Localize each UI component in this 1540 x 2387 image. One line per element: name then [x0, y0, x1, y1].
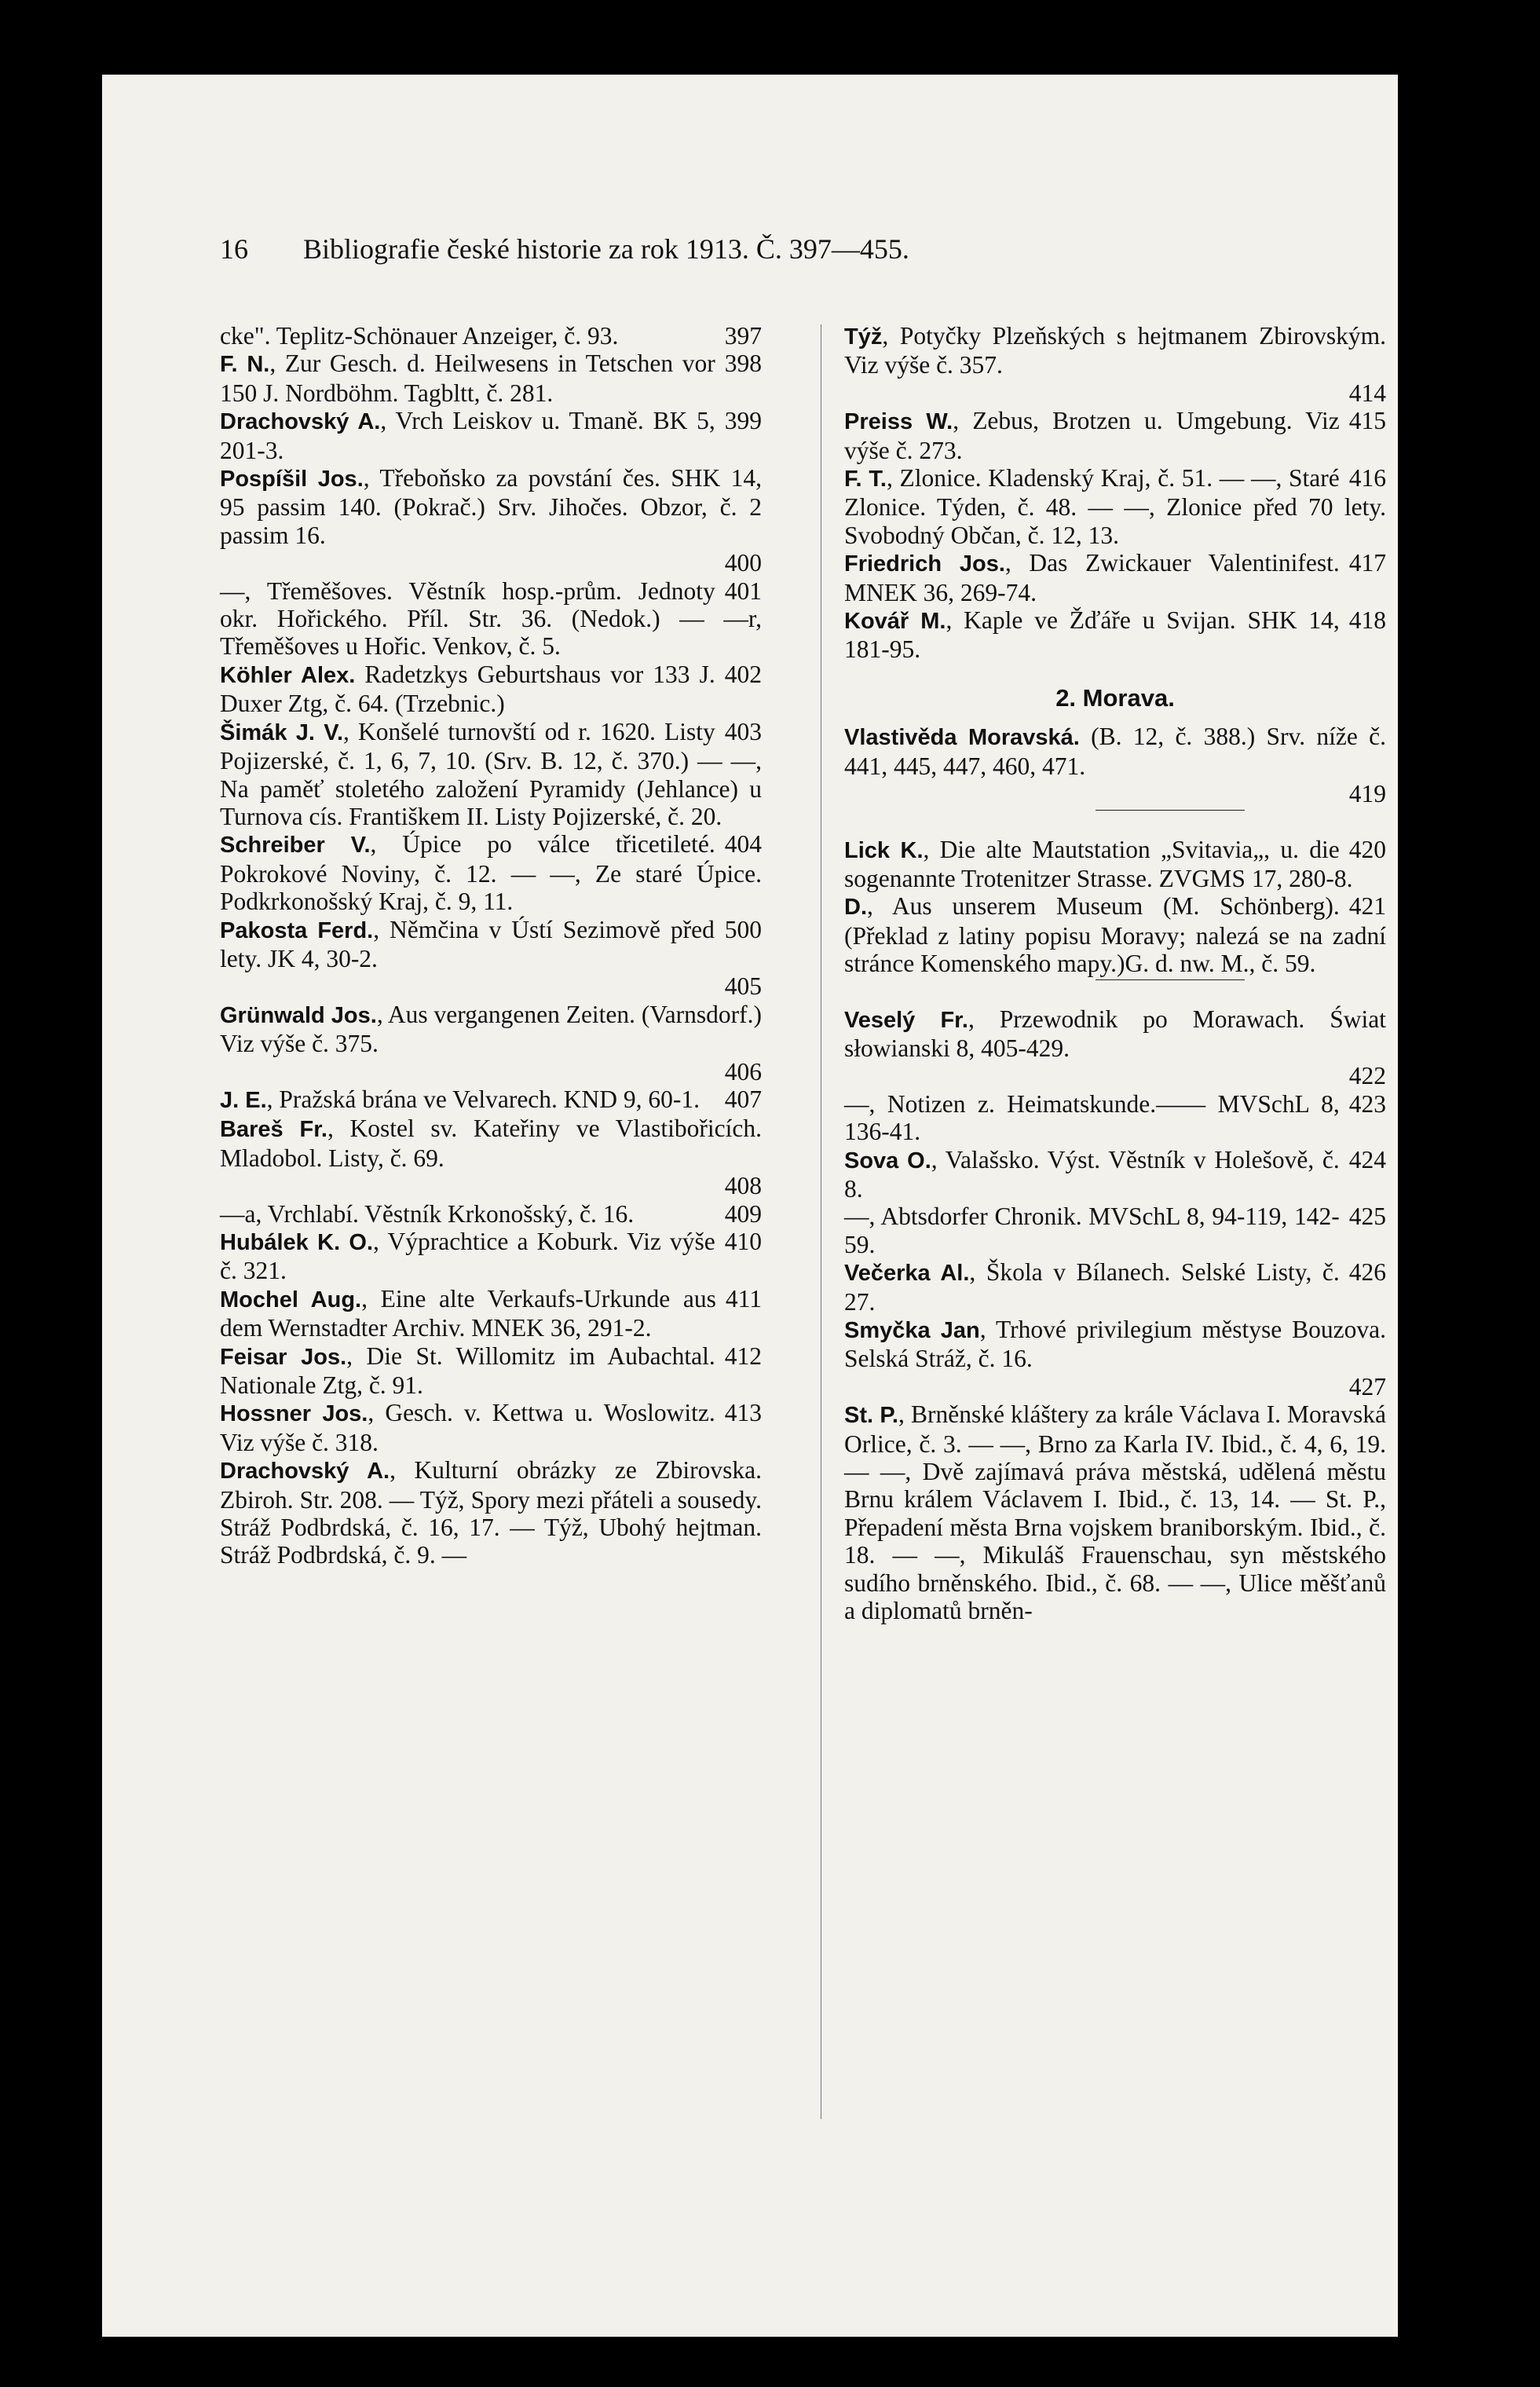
- bibliography-entry: [220, 1001, 762, 1085]
- entry-text: , Vrch Leiskov u. Tmaně. BK 5, 201-3.: [220, 407, 715, 464]
- bibliography-entry: [220, 407, 762, 464]
- entry-author: D.: [844, 895, 867, 921]
- entry-number: 416: [1348, 464, 1386, 492]
- entry-author: Köhler Alex.: [220, 662, 356, 688]
- entry-text: , Brněnské kláštery za krále Václava I. Moravská Orlice, č. 3. — —, Brno za Karla IV. Ibid., č. 4, 6, 19. — —, Dvě zajímavá práva městská, udělená městu Brnu králem Václavem I. Ibid., č. 13, 14. — St. P., Přepadení města Brna vojskem braniborským. Ibid., č. 18. — —, Mikuláš Frauenschau, syn městského sudího brněnského. Ibid., č. 68. — —, Ulice měšťanů a diplomatů brněn-: [844, 1400, 1387, 1625]
- entry-author: Sova O.: [844, 1148, 931, 1173]
- bibliography-entry: [220, 1342, 762, 1400]
- entry-text: , Die alte Mautstation „Svitavia„, u. die sogenannte Trotenitzer Strasse. ZVGMS 17, 280-8.: [844, 835, 1353, 892]
- entry-text: , Zebus, Brotzen u. Umgebung. Viz výše č. 273.: [844, 407, 1340, 464]
- bibliography-entry: [844, 549, 1386, 606]
- bibliography-entry: [844, 1203, 1386, 1258]
- entry-author: Pospíšil Jos.: [220, 467, 364, 492]
- entry-number: 413: [724, 1399, 762, 1427]
- bibliography-entry: [220, 1115, 762, 1199]
- entry-number: 400: [724, 549, 762, 577]
- bibliography-entry: [220, 1085, 762, 1115]
- entry-text: (B. 12, č. 388.) Srv. níže č. 441, 445, 447, 460, 471.: [844, 723, 1386, 780]
- entry-author: Lick K.: [844, 837, 924, 863]
- bibliography-entry: [844, 1146, 1386, 1203]
- bibliography-entry: [220, 350, 762, 407]
- entry-text: , Kostel sv. Kateřiny ve Vlastibořicích. Mladobol. Listy, č. 69.: [220, 1115, 762, 1172]
- entry-author: Smyčka Jan: [844, 1318, 980, 1343]
- entry-text: , Aus vergangenen Zeiten. (Varnsdorf.) Viz výše č. 375.: [220, 1000, 762, 1058]
- entry-author: Feisar Jos.: [220, 1344, 347, 1370]
- separator-rule: [1096, 979, 1245, 980]
- bibliography-entry: [844, 892, 1386, 977]
- entry-number: 409: [724, 1199, 762, 1228]
- entry-number: 423: [1348, 1089, 1386, 1118]
- entry-number: 410: [724, 1228, 762, 1255]
- entry-text: —a, Vrchlabí. Věstník Krkonošský, č. 16.: [220, 1199, 635, 1228]
- entry-text: —, Notizen z. Heimatskunde.—— MVSchL 8, 136-41.: [844, 1089, 1340, 1146]
- separator-rule: [1096, 810, 1245, 811]
- entry-text: , Pražská brána ve Velvarech. KND 9, 60-1.: [266, 1085, 700, 1113]
- bibliography-entry: [220, 322, 762, 350]
- entry-text: , Výprachtice a Koburk. Viz výše č. 321.: [220, 1228, 715, 1285]
- bibliography-entry: [844, 322, 1386, 407]
- entry-author: Veselý Fr.: [844, 1007, 968, 1033]
- entry-author: Drachovský A.: [220, 1459, 390, 1485]
- entry-text: cke". Teplitz-Schönauer Anzeiger, č. 93.: [220, 322, 619, 350]
- entry-number: 401: [724, 577, 762, 605]
- bibliography-entry: [844, 1005, 1386, 1090]
- entry-number: 427: [1348, 1372, 1386, 1400]
- entry-number: 424: [1348, 1145, 1386, 1173]
- entry-number: 417: [1348, 549, 1386, 577]
- page-number: 16: [220, 233, 248, 265]
- entry-text: , Úpice po válce třicetileté. Pokrokové Noviny, č. 12. — —, Ze staré Úpice. Podkrkonošský Kraj, č. 9, 11.: [220, 830, 762, 916]
- bibliography-entry: [844, 1316, 1386, 1400]
- bibliography-entry: [220, 577, 762, 661]
- bibliography-entry: [220, 1456, 762, 1569]
- entry-author: Večerka Al.: [844, 1261, 970, 1287]
- bibliography-entry: [220, 1399, 762, 1456]
- entry-text: Radetzkys Geburtshaus vor 133 J. Duxer Ztg, č. 64. (Trzebnic.): [220, 660, 715, 718]
- entry-text: , Potyčky Plzeňských s hejtmanem Zbirovským. Viz výše č. 357.: [844, 322, 1386, 379]
- entry-text: , Kaple ve Žďáře u Svijan. SHK 14, 181-95.: [844, 606, 1340, 664]
- bibliography-entry: [220, 1200, 762, 1228]
- entry-text: , Kulturní obrázky ze Zbirovska. Zbiroh. Str. 208. — Týž, Spory mezi přáteli a sousedy. Stráž Podbrdská, č. 16, 17. — Týž, Ubohý hejtman. Stráž Podbrdská, č. 9. —: [220, 1456, 762, 1569]
- entry-number: 403: [724, 717, 762, 745]
- bibliography-entry: [220, 1228, 762, 1285]
- entry-number: 407: [724, 1085, 762, 1113]
- bibliography-entry: [220, 830, 762, 915]
- entry-number: 399: [724, 407, 762, 435]
- entry-text: , Němčina v Ústí Sezimově před 500 lety. JK 4, 30-2.: [220, 915, 762, 972]
- entry-text: , Zur Gesch. d. Heilwesens in Tetschen vor 150 J. Nordböhm. Tagbltt, č. 281.: [220, 350, 715, 407]
- entry-number: 406: [724, 1057, 762, 1085]
- entry-text: —, Třeměšoves. Věstník hosp.-prům. Jednoty okr. Hořického. Příl. Str. 36. (Nedok.) — —r, Třeměšoves u Hořic. Venkov, č. 5.: [220, 577, 762, 661]
- entry-author: Mochel Aug.: [220, 1287, 362, 1312]
- bibliography-entry: [220, 916, 762, 1001]
- entry-number: 397: [724, 322, 762, 350]
- entry-text: —, Abtsdorfer Chronik. MVSchL 8, 94-119, 142-59.: [844, 1203, 1340, 1258]
- right-column-moravia: [844, 723, 1386, 1624]
- bibliography-entry: [844, 464, 1386, 549]
- entry-author: Friedrich Jos.: [844, 551, 1005, 577]
- entry-number: 418: [1348, 606, 1386, 635]
- entry-author: J. E.: [220, 1087, 267, 1113]
- entry-text: , Przewodnik po Morawach. Świat słowianski 8, 405-429.: [844, 1005, 1387, 1062]
- entry-number: 411: [725, 1284, 762, 1312]
- bibliography-entry: [220, 1285, 762, 1342]
- entry-number: 414: [1348, 379, 1386, 407]
- section-title: 2. Morava.: [1055, 683, 1175, 712]
- entry-number: 421: [1348, 892, 1386, 921]
- entry-author: Drachovský A.: [220, 409, 381, 435]
- entry-author: Vlastivěda Moravská.: [844, 725, 1080, 751]
- entry-author: F. T.: [844, 467, 887, 492]
- bibliography-entry: [844, 606, 1386, 664]
- entry-text: , Gesch. v. Kettwa u. Woslowitz. Viz výše č. 318.: [220, 1399, 715, 1456]
- entry-number: 426: [1348, 1258, 1386, 1287]
- entry-text: , Das Zwickauer Valentinifest. MNEK 36, 269-74.: [844, 549, 1340, 606]
- entry-author: Kovář M.: [844, 609, 946, 635]
- entry-number: 402: [724, 660, 762, 688]
- bibliography-entry: [220, 661, 762, 718]
- entry-author: St. P.: [844, 1403, 898, 1429]
- bibliography-entry: [844, 1400, 1386, 1624]
- entry-text: , Konšelé turnovští od r. 1620. Listy Pojizerské, č. 1, 6, 7, 10. (Srv. B. 12, č. 370.) — —, Na paměť stoletého založení Pyramidy (Jehlance) u Turnova cís. Františkem II. Listy Pojizerské, č. 20.: [220, 717, 762, 830]
- bibliography-entry: [844, 407, 1386, 464]
- entry-number: 408: [724, 1172, 762, 1200]
- entry-text: , Die St. Willomitz im Aubachtal. Nationale Ztg, č. 91.: [220, 1342, 715, 1400]
- entry-number: 425: [1348, 1203, 1386, 1231]
- entry-author: Šimák J. V.: [220, 719, 344, 745]
- bibliography-entry: [220, 464, 762, 577]
- entry-text: , Třeboňsko za povstání čes. SHK 14, 95 passim 140. (Pokrač.) Srv. Jihočes. Obzor, č. 2 passim 16.: [220, 464, 762, 549]
- entry-number: 405: [724, 972, 762, 1001]
- entry-number: 404: [724, 830, 762, 859]
- entry-number: 422: [1348, 1062, 1386, 1090]
- entry-number: 412: [724, 1342, 762, 1370]
- entry-text: , Zlonice. Kladenský Kraj, č. 51. — —, Staré Zlonice. Týden, č. 48. — —, Zlonice před 70 lety. Svobodný Občan, č. 12, 13.: [844, 464, 1386, 549]
- entry-text: , Eine alte Verkaufs-Urkunde aus dem Wernstadter Archiv. MNEK 36, 291-2.: [220, 1284, 716, 1342]
- entry-author: Hubálek K. O.: [220, 1230, 374, 1255]
- entry-text: , Aus unserem Museum (M. Schönberg). (Překlad z latiny popisu Moravy; nalezá se na zadní stránce Komenského mapy.)G. d. nw. M., č. 59.: [844, 892, 1386, 978]
- entry-author: Týž: [844, 324, 883, 350]
- right-column: [844, 322, 1386, 1624]
- right-column-bohemia: [844, 322, 1386, 664]
- entry-text: , Trhové privilegium městyse Bouzova. Selská Stráž, č. 16.: [844, 1316, 1386, 1373]
- entry-author: Grünwald Jos.: [220, 1002, 377, 1028]
- entry-text: , Škola v Bílanech. Selské Listy, č. 27.: [844, 1258, 1340, 1316]
- entry-author: Preiss W.: [844, 409, 953, 435]
- bibliography-entry: [844, 1258, 1386, 1316]
- left-column: [220, 322, 762, 1569]
- entry-author: Hossner Jos.: [220, 1401, 368, 1427]
- entry-number: 398: [724, 350, 762, 378]
- book-page: [102, 75, 1398, 2337]
- entry-number: 419: [1348, 780, 1386, 808]
- entry-author: Pakosta Ferd.: [220, 917, 374, 943]
- running-title: Bibliografie české historie za rok 1913. Č. 397—455.: [303, 233, 909, 265]
- entry-number: 420: [1348, 835, 1386, 863]
- entry-author: Schreiber V.: [220, 833, 371, 859]
- page-header: [220, 232, 1319, 266]
- bibliography-entry: [844, 836, 1386, 893]
- entry-author: F. N.: [220, 352, 270, 378]
- entry-text: , Valašsko. Výst. Věstník v Holešově, č. 8.: [844, 1145, 1340, 1203]
- entry-number: 415: [1348, 407, 1386, 435]
- bibliography-entry: [844, 1090, 1386, 1146]
- entry-author: Bareš Fr.: [220, 1117, 327, 1143]
- bibliography-entry: [220, 718, 762, 831]
- bibliography-entry: [844, 723, 1386, 807]
